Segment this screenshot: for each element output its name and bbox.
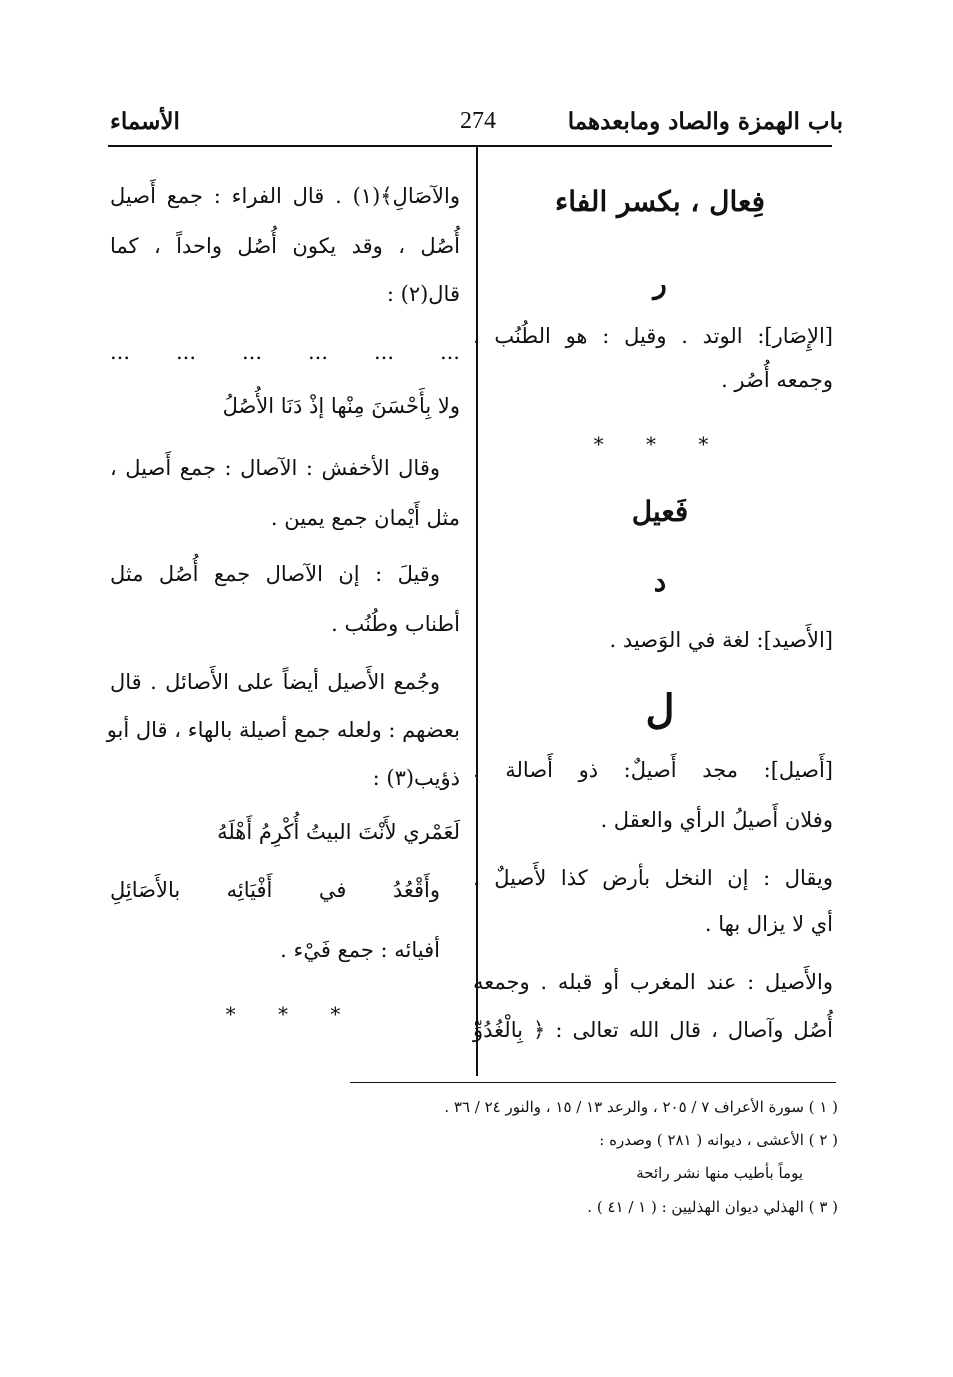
heading-fail: فَعيل (631, 495, 689, 528)
ellipsis-dots: ... ... ... ... ... ... (110, 340, 460, 364)
letter-l: ل (645, 686, 675, 733)
left-line4: وقال الأخفش : الآصال : جمع أَصيل ، (110, 456, 440, 480)
footnote-1: ( ١ ) سورة الأعراف ٧ / ٢٠٥ ، والرعد ١٣ / ١٥ ، والنور ٢٤ / ٣٦ . (444, 1098, 838, 1116)
footnote-3: ( ٣ ) الهذلي ديوان الهذليين : ( ١ / ٤١ ) . (587, 1198, 838, 1216)
stars-separator-2: * * * (225, 1002, 359, 1026)
entry-asid: [الأَصيد]: لغة في الوَصيد . (609, 628, 833, 652)
entry-asil-line6: أُصُل وآصال ، قال الله تعالى : ﴿ بِالْغُدُوِّ (473, 1018, 833, 1042)
entry-asil-line3: ويقال : إن النخل بأرض كذا لأَصيلٌ . (473, 866, 833, 890)
footnote-2: ( ٢ ) الأعشى ، ديوانه ( ٢٨١ ) وصدره : (599, 1131, 838, 1149)
letter-r: ر (653, 267, 667, 300)
left-line2: أُصُل ، وقد يكون أُصُل واحداً ، كما (110, 234, 460, 258)
entry-asil-line5: والأَصيل : عند المغرب أو قبله . وجمعه (473, 970, 833, 994)
left-line7: أطناب وطُنُب . (331, 612, 460, 636)
left-line5: مثل أَيْمان جمع يمين . (270, 506, 460, 530)
left-line11: أفيائه : جمع فَيْء . (280, 938, 440, 962)
left-line8: وجُمع الأَصيل أيضاً على الأَصائل . قال (110, 670, 440, 694)
header-rule (108, 145, 832, 147)
entry-isar-line1: [الإِصَار]: الوتد . وقيل : هو الطُنُب . (473, 324, 833, 348)
left-line10: ذؤيب(٣) : (372, 766, 460, 790)
heading-fial: فِعال ، بكسر الفاء (555, 185, 765, 218)
footnote-rule (350, 1082, 836, 1083)
verse-1: ولا بِأَحْسَنَ مِنْها إذْ دَنَا الأُصُلُ (222, 394, 460, 418)
left-line3: قال(٢) : (386, 282, 460, 306)
verse-3: وأَقْعُدُ في أَفْيَائِه بالأَصَائِلِ (110, 878, 440, 902)
verse-2: لَعَمْري لأَنْتَ البيتُ أُكْرِمُ أَهْلَهُ (217, 820, 460, 844)
entry-asil-line4: أي لا يزال بها . (704, 912, 833, 936)
stars-separator-1: * * * (593, 432, 727, 456)
entry-asil-line2: وفلان أَصيلُ الرأي والعقل . (600, 808, 833, 832)
left-line1: والآصَالِ﴾(١) . قال الفراء : جمع أَصيل (110, 184, 460, 208)
footnote-2-verse: يوماً بأطيب منها نشر رائحة (636, 1164, 803, 1182)
letter-d: د (653, 565, 667, 598)
entry-asil-line1: [أَصيل]: مجد أَصيلٌ: ذو أَصالة . (473, 758, 833, 782)
column-divider (476, 146, 478, 1076)
chapter-title: باب الهمزة والصاد ومابعدهما (567, 108, 843, 135)
left-line6: وقيلَ : إن الآصال جمع أُصُل مثل (110, 562, 440, 586)
section-title: الأسماء (110, 108, 180, 135)
page-number: 274 (460, 108, 496, 134)
entry-isar-line2: وجمعه أُصُر . (721, 368, 833, 392)
left-line9: بعضهم : ولعله جمع أصيلة بالهاء ، قال أبو (106, 718, 460, 742)
